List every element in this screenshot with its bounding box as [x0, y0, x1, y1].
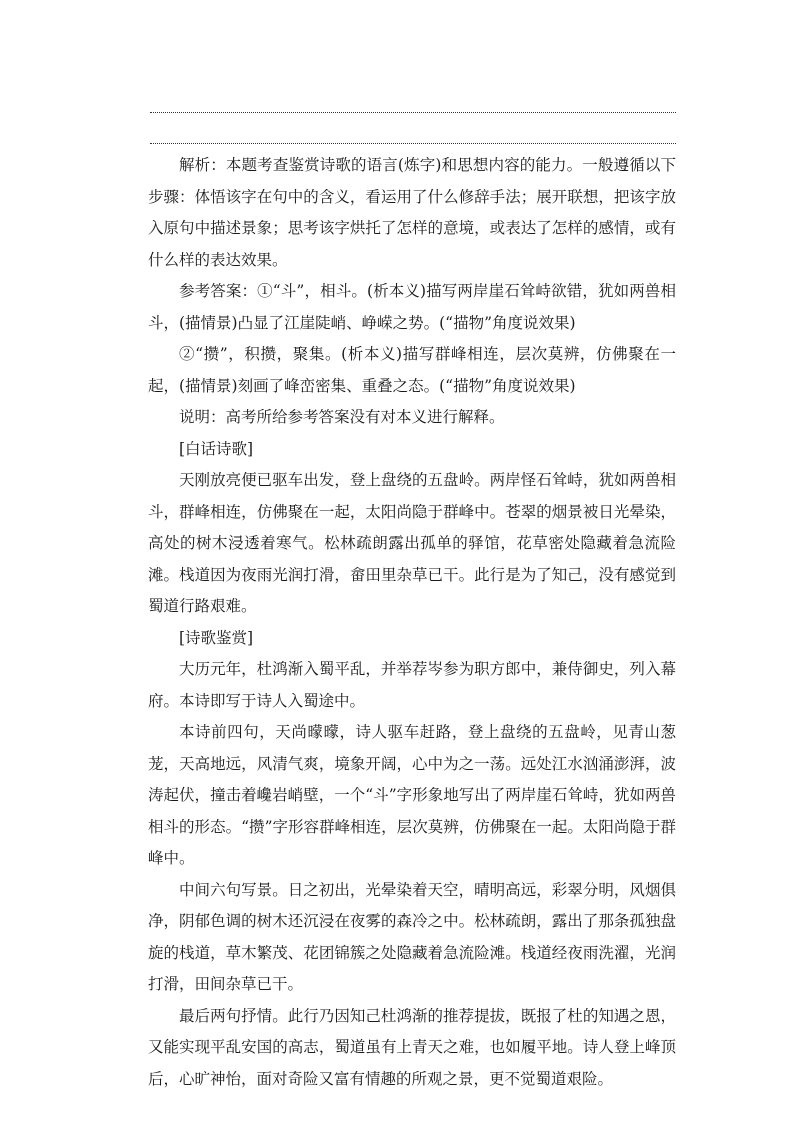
reference-answer-paragraph: 参考答案：①“斗”，相斗。(析本义)描写两岸崖石耸峙欲错，犹如两兽相斗，(描情景)凸显了江崖陡峭、峥嵘之势。(“描物”角度说效果) — [148, 282, 676, 332]
answer-blank-line-1 — [150, 112, 676, 113]
appreciation-paragraph-3: 中间六句写景。日之初出，光晕染着天空，晴明高远，彩翠分明，风烟俱净，阴郁色调的树木还沉浸在夜雾的森冷之中。松林疏朗，露出了那条孤独盘旋的栈道，草木繁茂、花团锦簇之处隐藏着急流险滩。栈道经夜雨洗濯，光润打滑，田间杂草已干。 — [148, 880, 676, 993]
answer-blank-line-2 — [150, 143, 676, 144]
document-body — [148, 150, 676, 1095]
section-heading-appreciation: [诗歌鉴赏] — [179, 628, 254, 647]
analysis-paragraph: 解析：本题考查鉴赏诗歌的语言(炼字)和思想内容的能力。一般遵循以下步骤：体悟该字在句中的含义，看运用了什么修辞手法；展开联想，把该字放入原句中描述景象；思考该字烘托了怎样的意境，或表达了怎样的感情，或有什么样的表达效果。 — [148, 156, 676, 269]
reference-answer-item-2: ②“攒”，积攒，聚集。(析本义)描写群峰相连，层次莫辨，仿佛聚在一起，(描情景)刻画了峰峦密集、重叠之态。(“描物”角度说效果) — [148, 345, 676, 395]
appreciation-paragraph-2: 本诗前四句，天尚曚曚，诗人驱车赶路，登上盘绕的五盘岭，见青山葱茏，天高地远，风清气爽，境象开阔，心中为之一荡。远处江水汹涌澎湃，波涛起伏，撞击着巉岩峭壁，一个“斗”字形象地写出了两岸崖石耸峙，犹如两兽相斗的形态。“攒”字形容群峰相连，层次莫辨，仿佛聚在一起。太阳尚隐于群峰中。 — [148, 723, 676, 867]
translation-paragraph: 天刚放亮便已驱车出发，登上盘绕的五盘岭。两岸怪石耸峙，犹如两兽相斗，群峰相连，仿佛聚在一起，太阳尚隐于群峰中。苍翠的烟景被日光晕染，高处的树木浸透着寒气。松林疏朗露出孤单的驿馆，花草密处隐藏着急流险滩。栈道因为夜雨光润打滑，畲田里杂草已干。此行是为了知己，没有感觉到蜀道行路艰难。 — [148, 471, 676, 615]
appreciation-paragraph-1: 大历元年，杜鸿渐入蜀平乱，并举荐岑参为职方郎中，兼侍御史，列入幕府。本诗即写于诗人入蜀途中。 — [148, 660, 676, 710]
document-page — [148, 96, 676, 1095]
section-heading-translation: [白话诗歌] — [179, 439, 254, 458]
appreciation-paragraph-4: 最后两句抒情。此行乃因知己杜鸿渐的推荐提拔，既报了杜的知遇之恩，又能实现平乱安国的高志，蜀道虽有上青天之难，也如履平地。诗人登上峰顶后，心旷神怡，面对奇险又富有情趣的所观之景，更不觉蜀道艰险。 — [148, 1006, 676, 1088]
note-paragraph: 说明：高考所给参考答案没有对本义进行解释。 — [179, 408, 505, 426]
